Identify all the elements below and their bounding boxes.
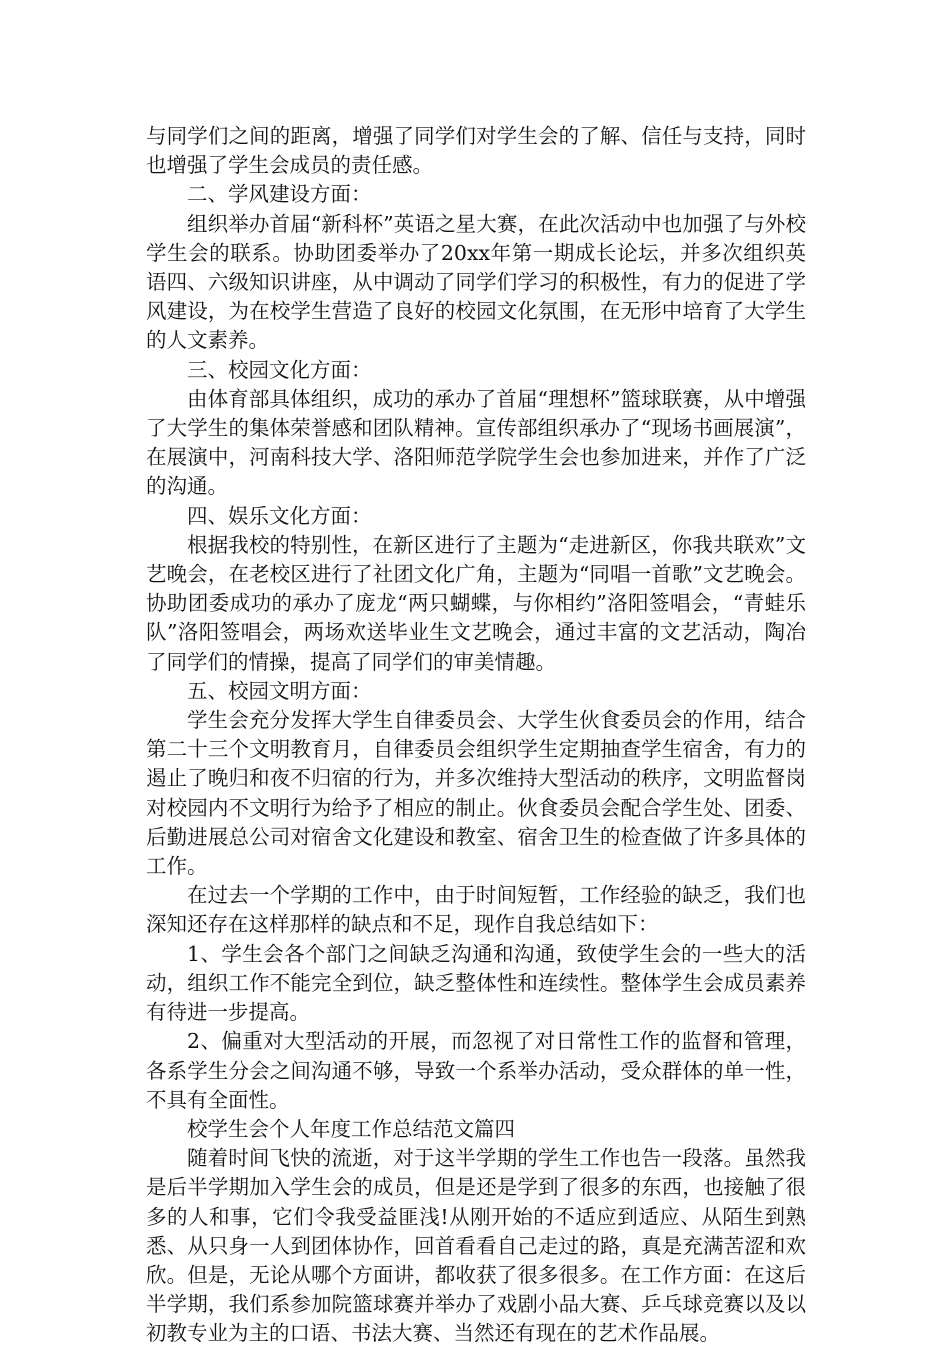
section-heading-campus-culture: 三、校园文化方面： [187,357,372,382]
section-heading-study-style: 二、学风建设方面： [187,182,372,207]
section-heading-entertainment: 四、娱乐文化方面： [187,503,372,528]
paragraph-study-style: 组织举办首届“新科杯”英语之星大赛，在此次活动中也加强了与外校学生会的联系。协助团委举办了20xx年第一期成长论坛，并多次组织英语四、六级知识讲座，从中调动了同学们学习的积极性，有力的促进了学风建设，为在校学生营造了良好的校园文化氛围，在无形中培育了大学生的人文素养。 [146,211,806,353]
paragraph-campus-civility: 学生会充分发挥大学生自律委员会、大学生伙食委员会的作用，结合第二十三个文明教育月，自律委员会组织学生定期抽查学生宿舍，有力的遏止了晚归和夜不归宿的行为，并多次维持大型活动的秩序，文明监督岗对校园内不文明行为给予了相应的制止。伙食委员会配合学生处、团委、后勤进展总公司对宿舍文化建设和教室、宿舍卫生的检查做了许多具体的工作。 [146,708,806,879]
document-body [146,122,806,1349]
paragraph-campus-culture: 由体育部具体组织，成功的承办了首届“理想杯”篮球联赛，从中增强了大学生的集体荣誉感和团队精神。宣传部组织承办了“现场书画展演”，在展演中，河南科技大学、洛阳师范学院学生会也参加进来，并作了广泛的沟通。 [146,386,806,499]
paragraph-shortcoming-2: 2、偏重对大型活动的开展，而忽视了对日常性工作的监督和管理，各系学生分会之间沟通不够，导致一个系举办活动，受众群体的单一性，不具有全面性。 [146,1029,806,1112]
article-title-part-four: 校学生会个人年度工作总结范文篇四 [187,1116,515,1141]
section-heading-campus-civility: 五、校园文明方面： [187,678,372,703]
paragraph-continuation: 与同学们之间的距离，增强了同学们对学生会的了解、信任与支持，同时也增强了学生会成员的责任感。 [146,124,806,178]
paragraph-shortcoming-1: 1、学生会各个部门之间缺乏沟通和沟通，致使学生会的一些大的活动，组织工作不能完全到位，缺乏整体性和连续性。整体学生会成员素养有待进一步提高。 [146,941,806,1025]
paragraph-entertainment: 根据我校的特别性，在新区进行了主题为“走进新区，你我共联欢”文艺晚会，在老校区进行了社团文化广角，主题为“同唱一首歌”文艺晚会。协助团委成功的承办了庞龙“两只蝴蝶，与你相约”洛阳签唱会，“青蛙乐队”洛阳签唱会，两场欢送毕业生文艺晚会，通过丰富的文艺活动，陶冶了同学们的情操，提高了同学们的审美情趣。 [146,532,806,674]
paragraph-self-summary-intro: 在过去一个学期的工作中，由于时间短暂，工作经验的缺乏，我们也深知还存在这样那样的缺点和不足，现作自我总结如下： [146,883,806,937]
paragraph-part-four-body: 随着时间飞快的流逝，对于这半学期的学生工作也告一段落。虽然我是后半学期加入学生会的成员，但是还是学到了很多的东西，也接触了很多的人和事，它们令我受益匪浅!从刚开始的不适应到适应、从陌生到熟悉、从只身一人到团体协作，回首看看自己走过的路，真是充满苦涩和欢欣。但是，无论从哪个方面讲，都收获了很多很多。在工作方面：在这后半学期，我们系参加院篮球赛并举办了戏剧小品大赛、乒乓球竞赛以及以初教专业为主的口语、书法大赛、当然还有现在的艺术作品展。 [146,1146,806,1346]
